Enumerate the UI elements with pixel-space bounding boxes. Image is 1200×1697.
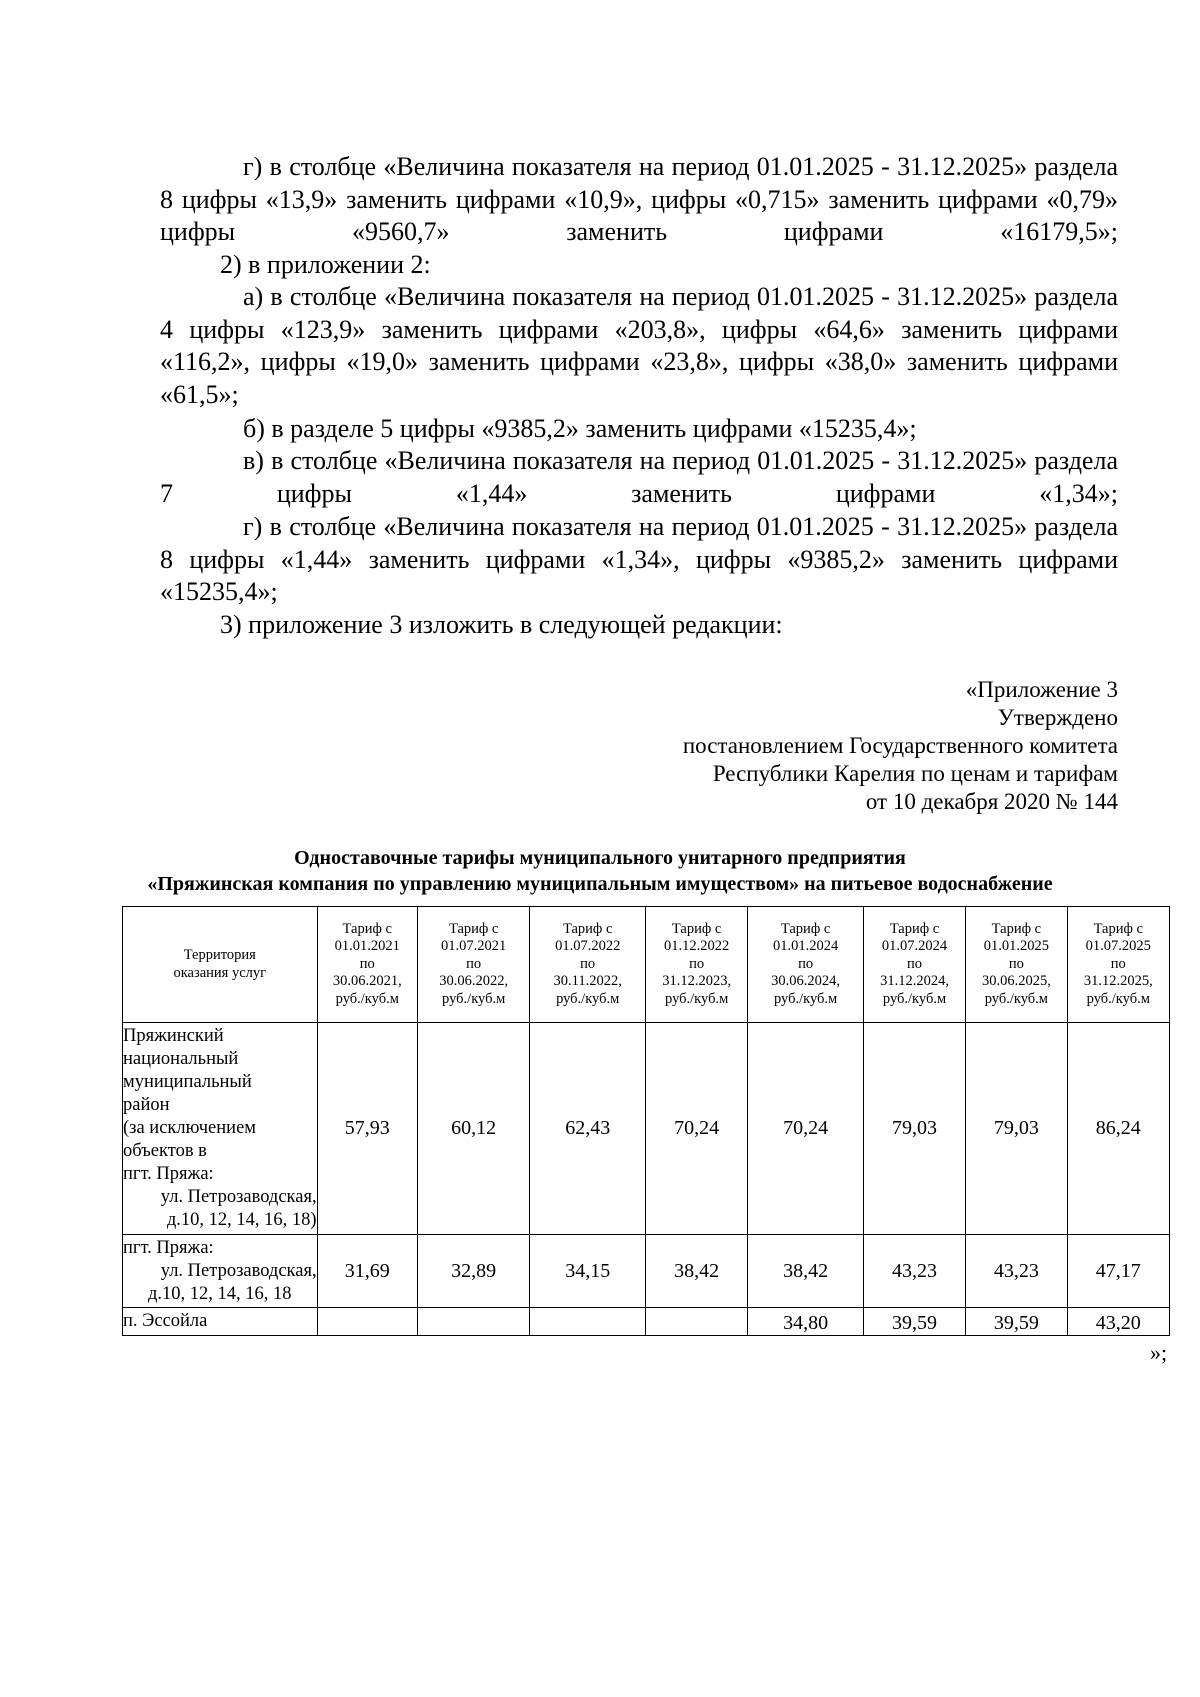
- tariff-value-cell: 43,20: [1067, 1308, 1169, 1336]
- tariff-value-cell: 43,23: [863, 1235, 965, 1308]
- tariff-value-cell: 79,03: [863, 1023, 965, 1235]
- table-header-row: [123, 907, 1170, 1023]
- appendix-line: от 10 декабря 2020 № 144: [865, 789, 1118, 814]
- paragraph-appendix2-heading: 2) в приложении 2:: [220, 250, 431, 279]
- appendix-line: постановлением Государственного комитета: [682, 733, 1118, 758]
- territory-cell: п. Эссойла: [123, 1308, 318, 1336]
- table-title: [0, 845, 1200, 897]
- tariff-value-cell: 86,24: [1067, 1023, 1169, 1235]
- tariff-column-header: Тариф с 01.01.2024 по 30.06.2024, руб./куб.м: [748, 907, 864, 1023]
- tariff-value-cell: 38,42: [748, 1235, 864, 1308]
- appendix-line: Утверждено: [997, 705, 1118, 730]
- tariff-value-cell: 34,80: [748, 1308, 864, 1336]
- territory-cell: пгт. Пряжа: ул. Петрозаводская, д.10, 12, 14, 16, 18: [123, 1235, 318, 1308]
- territory-cell: Пряжинский национальный муниципальный район (за исключением объектов в пгт. Пряжа: ул. Петрозаводская, д.10, 12, 14, 16, 18): [123, 1023, 318, 1235]
- tariff-column-header: Тариф с 01.07.2022 по 30.11.2022, руб./куб.м: [530, 907, 646, 1023]
- tariff-value-cell: 31,69: [317, 1235, 417, 1308]
- tariff-value-cell: 47,17: [1067, 1235, 1169, 1308]
- tariff-value-cell: 34,15: [530, 1235, 646, 1308]
- tariff-value-cell: 70,24: [645, 1023, 747, 1235]
- tariff-value-cell: 32,89: [417, 1235, 530, 1308]
- table-row: [123, 1023, 1170, 1235]
- paragraph-appendix3-heading: 3) приложение 3 изложить в следующей редакции:: [220, 610, 783, 639]
- appendix-approval-block: [518, 676, 1118, 816]
- closing-quote-mark: »;: [1150, 1340, 1168, 1365]
- table-title-line: «Пряжинская компания по управлению муниципальным имуществом» на питьевое водоснабжение: [147, 873, 1053, 895]
- appendix-line: Республики Карелия по ценам и тарифам: [712, 761, 1118, 786]
- paragraph-b-appendix2: б) в разделе 5 цифры «9385,2» заменить цифрами «15235,4»;: [243, 414, 917, 443]
- tariff-column-header: Тариф с 01.07.2025 по 31.12.2025, руб./куб.м: [1067, 907, 1169, 1023]
- tariff-column-header: Тариф с 01.01.2021 по 30.06.2021, руб./куб.м: [317, 907, 417, 1023]
- tariff-value-cell: 38,42: [645, 1235, 747, 1308]
- tariff-value-cell: 60,12: [417, 1023, 530, 1235]
- tariff-value-cell: [530, 1308, 646, 1336]
- territory-header: Территория оказания услуг: [123, 907, 318, 1023]
- table-title-line: Одноставочные тарифы муниципального унитарного предприятия: [294, 847, 906, 869]
- paragraph-g-appendix2: г) в столбце «Величина показателя на период 01.01.2025 - 31.12.2025» раздела 8 цифры «1,44» заменить цифрами «1,34», цифры «9385,2» заменить цифрами «15235,4»;: [160, 512, 1118, 606]
- paragraph-g-appendix1: г) в столбце «Величина показателя на период 01.01.2025 - 31.12.2025» раздела 8 цифры «13,9» заменить цифрами «10,9», цифры «0,715» заменить цифрами «0,79» цифры «9560,7» заменить цифрами «16179,5»;: [160, 152, 1118, 246]
- tariff-table: [122, 906, 1170, 1336]
- tariff-value-cell: 39,59: [966, 1308, 1067, 1336]
- tariff-value-cell: 79,03: [966, 1023, 1067, 1235]
- tariff-column-header: Тариф с 01.12.2022 по 31.12.2023, руб./куб.м: [645, 907, 747, 1023]
- paragraph-a-appendix2: а) в столбце «Величина показателя на период 01.01.2025 - 31.12.2025» раздела 4 цифры «123,9» заменить цифрами «203,8», цифры «64,6» заменить цифрами «116,2», цифры «19,0» заменить цифрами «23,8», цифры «38,0» заменить цифрами «61,5»;: [160, 282, 1118, 409]
- tariff-value-cell: [317, 1308, 417, 1336]
- appendix-line: «Приложение 3: [965, 677, 1118, 702]
- tariff-column-header: Тариф с 01.01.2025 по 30.06.2025, руб./куб.м: [966, 907, 1067, 1023]
- tariff-value-cell: 70,24: [748, 1023, 864, 1235]
- tariff-value-cell: [417, 1308, 530, 1336]
- tariff-value-cell: 43,23: [966, 1235, 1067, 1308]
- paragraph-v-appendix2: в) в столбце «Величина показателя на период 01.01.2025 - 31.12.2025» раздела 7 цифры «1,44» заменить цифрами «1,34»;: [160, 446, 1118, 508]
- tariff-column-header: Тариф с 01.07.2024 по 31.12.2024, руб./куб.м: [863, 907, 965, 1023]
- tariff-value-cell: 62,43: [530, 1023, 646, 1235]
- table-row: [123, 1235, 1170, 1308]
- tariff-value-cell: [645, 1308, 747, 1336]
- tariff-column-header: Тариф с 01.07.2021 по 30.06.2022, руб./куб.м: [417, 907, 530, 1023]
- tariff-value-cell: 57,93: [317, 1023, 417, 1235]
- tariff-value-cell: 39,59: [863, 1308, 965, 1336]
- table-row: [123, 1308, 1170, 1336]
